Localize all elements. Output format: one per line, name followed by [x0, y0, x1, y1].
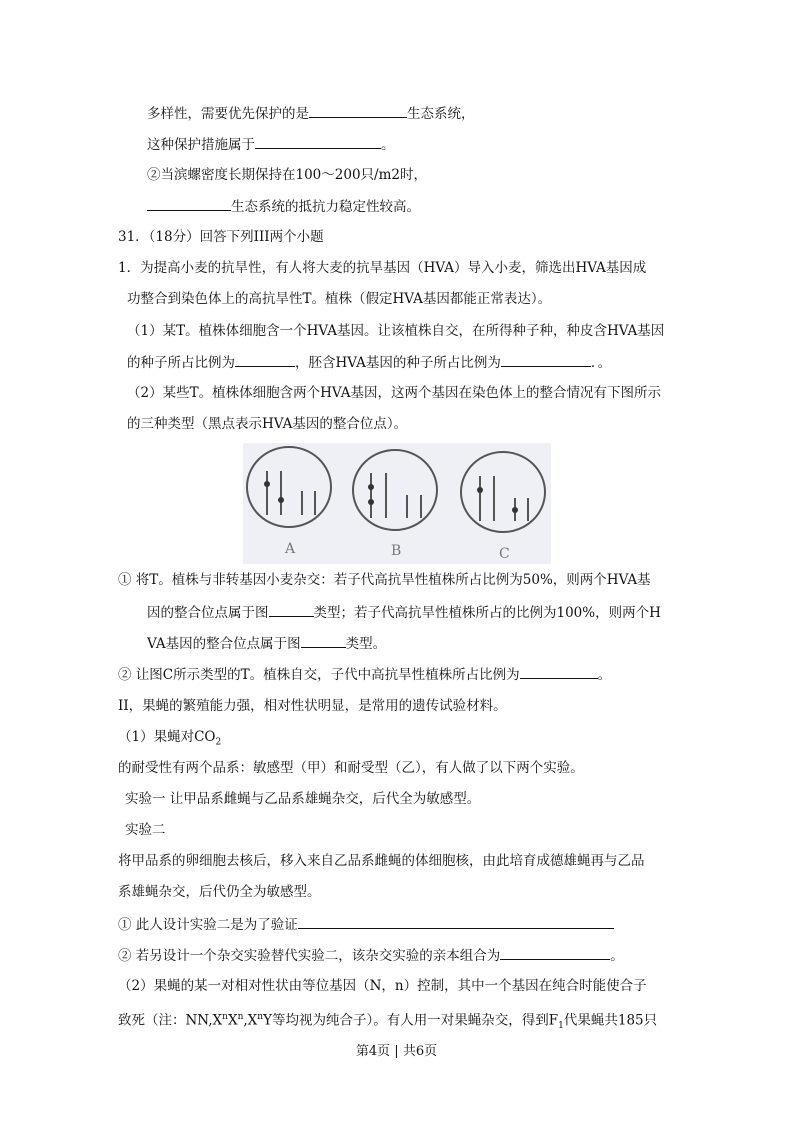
answer-blank[interactable]: [147, 197, 231, 211]
gene-dot: [278, 497, 284, 503]
text-line: [147, 634, 386, 653]
text: 因的整合位点属于图: [147, 605, 269, 621]
subscript: 1: [558, 1021, 564, 1032]
chromosome-figure: [243, 443, 551, 564]
text-line: [118, 946, 624, 965]
gene-dot: [264, 481, 270, 487]
text: ,X: [243, 1012, 258, 1029]
text-line: [147, 197, 420, 216]
text-line: II，果蝇的繁殖能力强，相对性状明显，是常用的遗传试验材料。: [118, 698, 507, 714]
gene-dot: [477, 487, 483, 493]
text-line: （2）某些T。植株体细胞含两个HVA基因，这两个基因在染色体上的整合情况有下图所示: [127, 385, 661, 401]
text: 。: [610, 948, 624, 964]
label-b: B: [391, 543, 402, 559]
text: 代果蝇共185只: [563, 1012, 658, 1029]
text: ① 此人设计实验二是为了验证: [118, 917, 298, 933]
answer-blank[interactable]: [255, 135, 381, 149]
text-line: ②当滨螺密度长期保持在100～200只/m2时，: [147, 167, 427, 183]
superscript: n: [222, 1012, 228, 1022]
text-line: [147, 603, 661, 622]
text: 。: [597, 667, 612, 683]
answer-blank[interactable]: [500, 946, 610, 960]
label-a: A: [285, 541, 296, 557]
text: 多样性，需要优先保护的是: [147, 106, 309, 122]
gene-dot: [368, 499, 374, 505]
subscript: 2: [215, 737, 222, 748]
answer-blank[interactable]: [520, 665, 598, 679]
gene-dot: [512, 507, 518, 513]
text-line: 功整合到染色体上的高抗旱性T。植株（假定HVA基因都能正常表达）。: [127, 291, 552, 307]
text-line: [118, 1008, 657, 1035]
text-line: 系雄蝇杂交，后代仍全为敏感型。: [118, 884, 321, 900]
text: 致死（注：NN,X: [118, 1012, 223, 1029]
text-line: ① 将T。植株与非转基因小麦杂交：若子代高抗旱性植株所占比例为50%，则两个HVA基: [118, 572, 651, 588]
text: ② 让图C所示类型的T。植株自交，子代中高抗旱性植株所占比例为: [118, 667, 520, 683]
text-line: （2）果蝇的某一对相对性状由等位基因（N，n）控制，其中一个基因在纯合时能使合子: [118, 978, 647, 994]
text-line: [147, 104, 475, 123]
text-line: [127, 353, 611, 372]
text: 类型。: [345, 636, 387, 652]
text: 这种保护措施属于: [147, 137, 255, 153]
answer-blank[interactable]: [309, 104, 407, 118]
gene-dot: [368, 484, 374, 490]
text: 。: [381, 137, 395, 153]
chromosome-diagram: [243, 443, 551, 564]
answer-blank[interactable]: [269, 603, 314, 617]
cell-c: [461, 452, 545, 532]
text: ，胚含HVA基因的种子所占比例为: [295, 355, 501, 371]
answer-blank[interactable]: [298, 915, 614, 929]
text-line: [118, 665, 611, 684]
text: ② 若另设计一个杂交实验替代实验二，该杂交实验的亲本组合为: [118, 948, 501, 964]
text: 的种子所占比例为: [127, 355, 235, 371]
text: Y等均视为纯合子）。有人用一对果蝇杂交，得到F: [263, 1012, 559, 1029]
question-header: 31．（18分）回答下列III两个小题: [118, 229, 324, 245]
text-line: 将甲品系的卵细胞去核后，移入来自乙品系雌蝇的体细胞核，由此培育成德雄蝇再与乙品: [118, 853, 645, 869]
text-line: 的三种类型（黑点表示HVA基因的整合位点）。: [127, 416, 408, 432]
text: X: [227, 1012, 238, 1029]
text: 类型；若子代高抗旱性植株所占的比例为100%，则两个H: [313, 605, 661, 621]
cell-a: [247, 447, 331, 527]
text-line: 实验二: [125, 822, 166, 838]
text-line: 1．为提高小麦的抗旱性，有人将大麦的抗旱基因（HVA）导入小麦，筛选出HVA基因成: [118, 260, 647, 276]
cell-b: [353, 450, 437, 530]
text-line: 的耐受性有两个品系：敏感型（甲）和耐受型（乙），有人做了以下两个实验。: [118, 760, 584, 776]
text: ．。: [590, 355, 612, 371]
label-c: C: [499, 546, 510, 562]
text: 生态系统的抵抗力稳定性较高。: [231, 199, 420, 215]
answer-blank[interactable]: [235, 353, 295, 367]
text-line: [118, 915, 614, 934]
text-line: 实验一 让甲品系雌蝇与乙品系雄蝇杂交，后代全为敏感型。: [125, 791, 481, 807]
answer-blank[interactable]: [301, 634, 346, 648]
text: VA基因的整合位点属于图: [147, 636, 301, 652]
text-line: [118, 728, 221, 752]
page-footer: 第4页 | 共6页: [355, 1044, 438, 1059]
text-line: （1）某T。植株体细胞含一个HVA基因。让该植株自交，在所得种子种，种皮含HVA基因: [127, 323, 665, 339]
superscript: n: [257, 1012, 264, 1022]
text: 生态系统，: [407, 106, 475, 122]
superscript: n: [237, 1012, 244, 1022]
answer-blank[interactable]: [501, 353, 591, 367]
text: （1）果蝇对CO: [118, 729, 216, 745]
text-line: [147, 135, 395, 154]
